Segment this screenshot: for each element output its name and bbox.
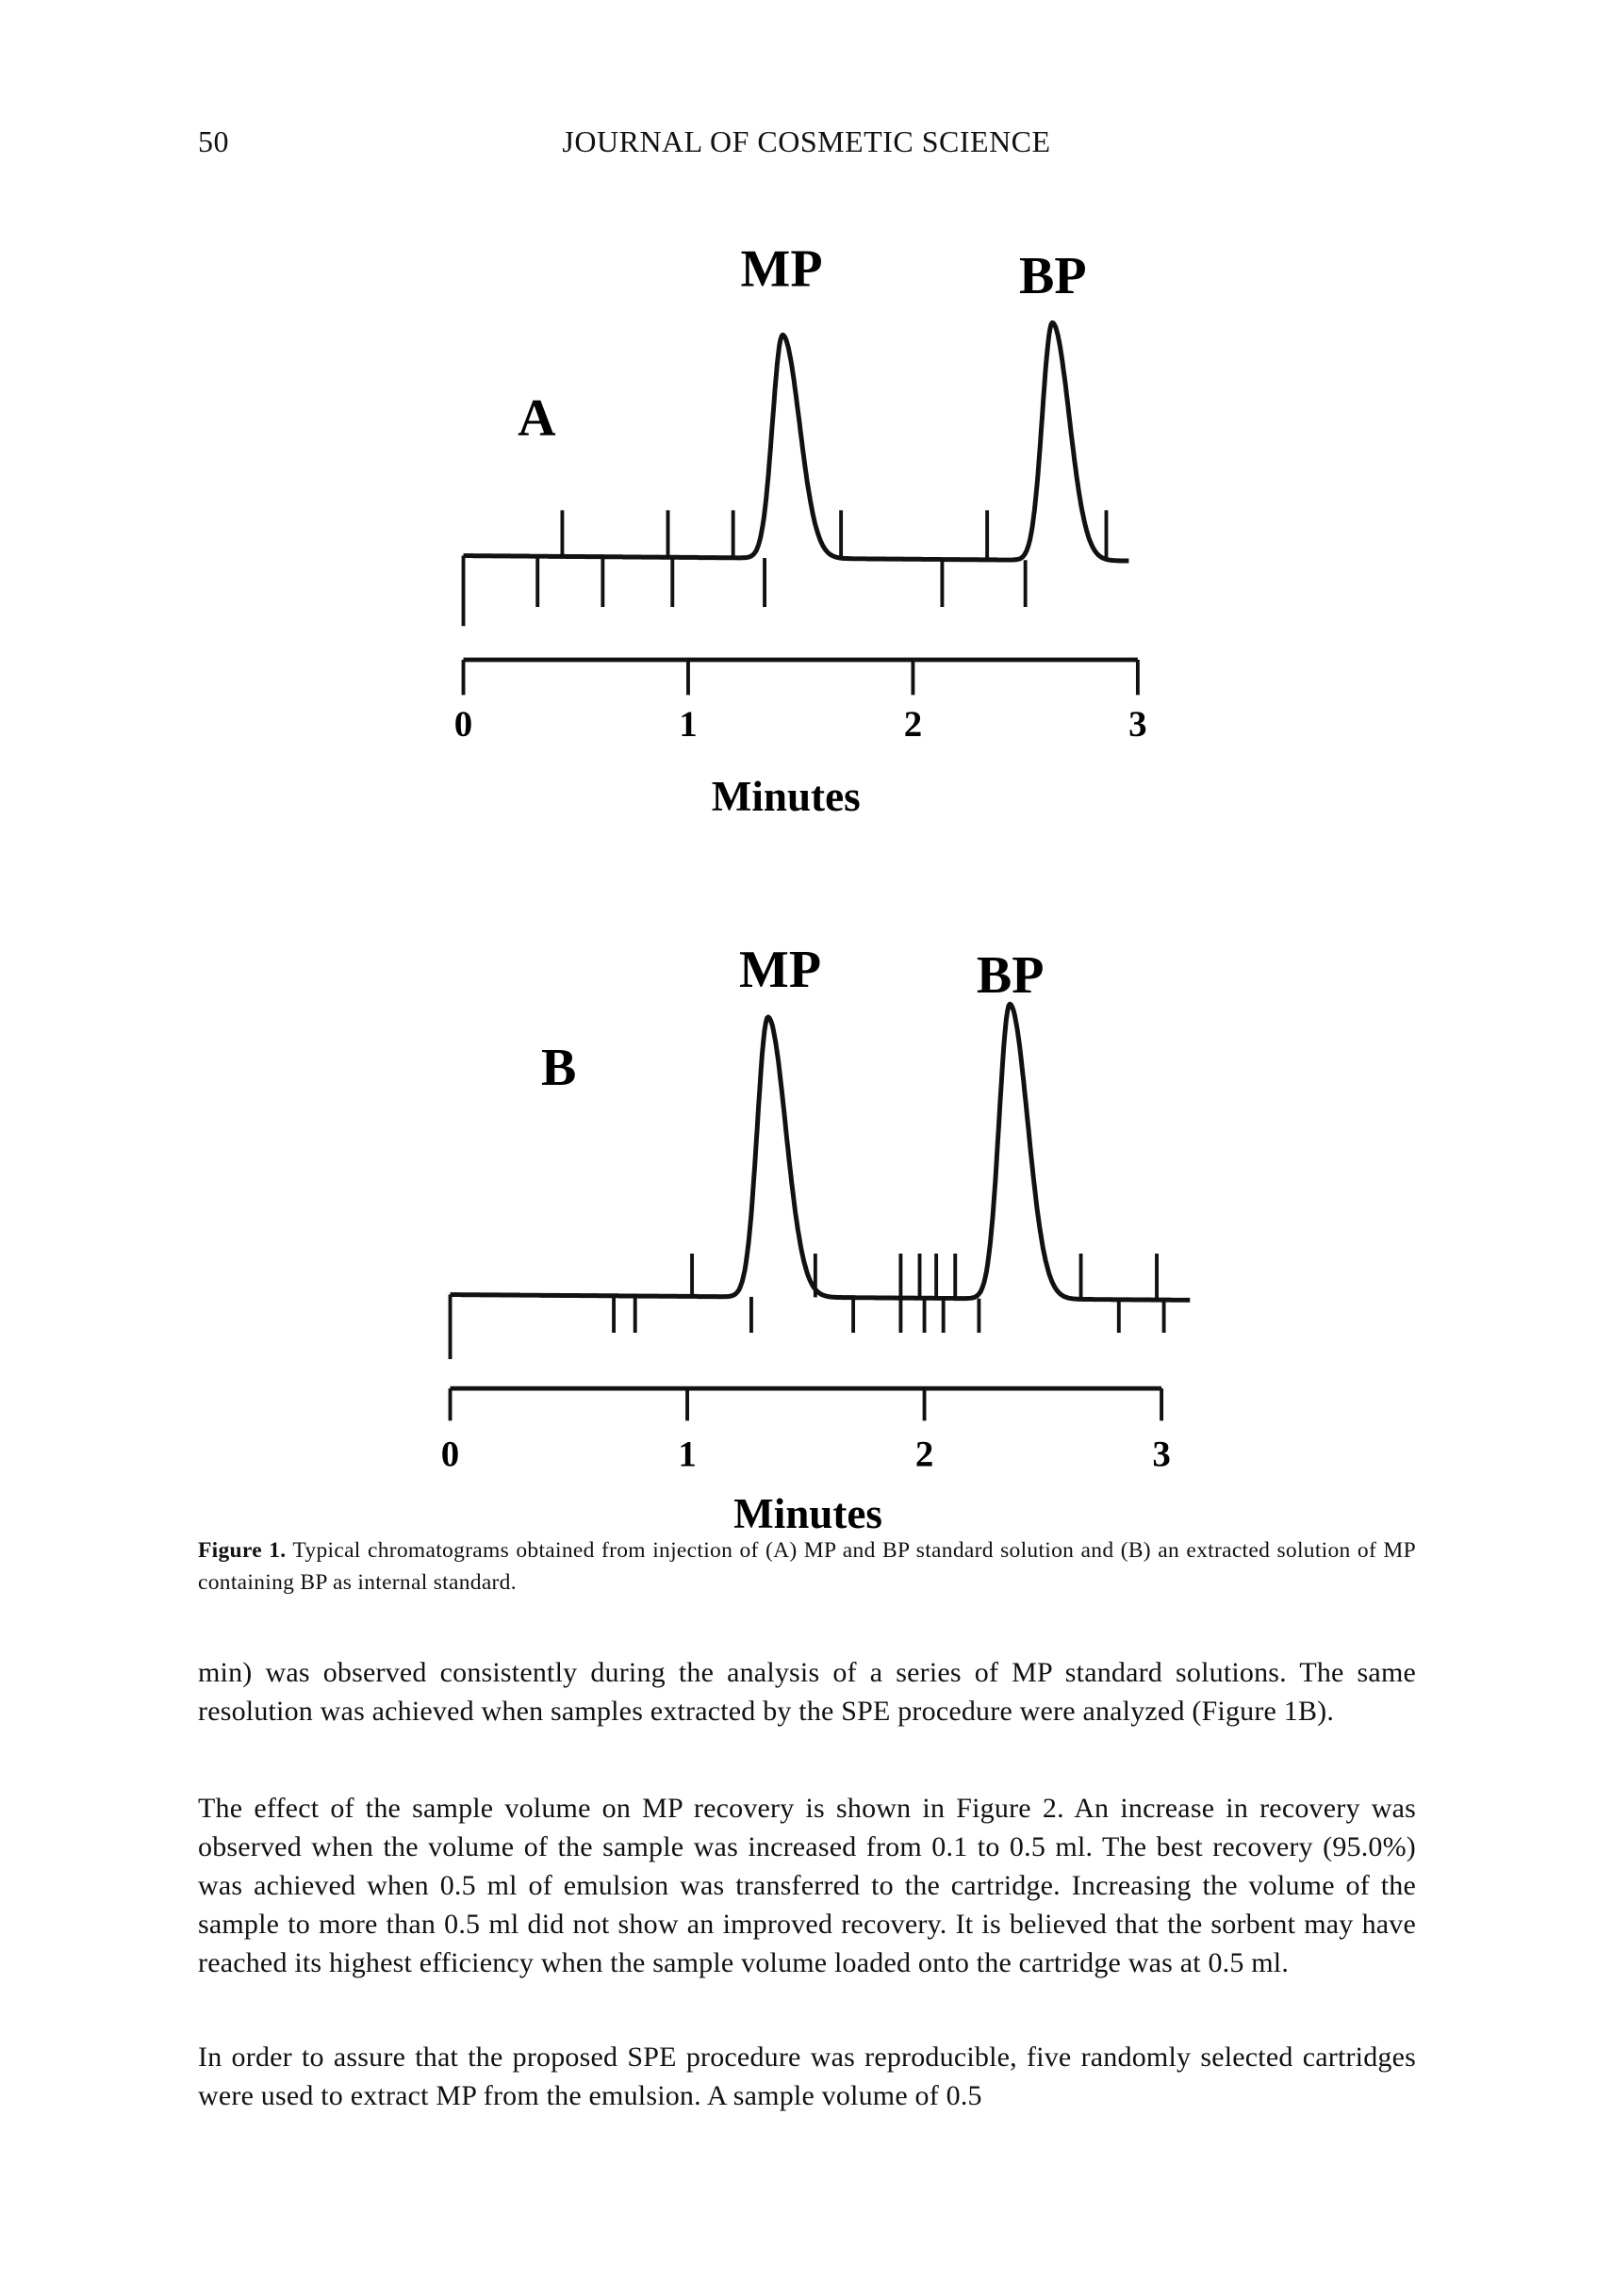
body-paragraph-2: The effect of the sample volume on MP recovery is shown in Figure 2. An increase in recovery was observed when the volume of the sample was increased from 0.1 to 0.5 ml. The best recovery (95.0%) was achieved when 0.5 ml of emulsion was transferred to the cartridge. Increasing the volume of the sample to more than 0.5 ml did not show an improved recovery. It is believed that the sorbent may have reached its highest efficiency when the sample volume loaded onto the cartridge was at 0.5 ml. [198, 1793, 1416, 1978]
figure-caption [198, 1534, 1416, 1599]
x-tick-label: 3 [1152, 1434, 1171, 1475]
panel-label-a: A [518, 388, 556, 449]
x-axis-title: Minutes [711, 773, 861, 821]
page-number: 50 [198, 124, 229, 158]
x-tick-label: 3 [1128, 703, 1147, 745]
x-tick-label: 2 [903, 703, 923, 745]
peak-label-mp: MP [738, 940, 822, 999]
x-tick-label: 0 [453, 703, 473, 745]
x-tick-label: 2 [914, 1434, 934, 1475]
chromatogram-a [454, 239, 1147, 820]
x-tick-label: 1 [679, 703, 698, 745]
running-header: JOURNAL OF COSMETIC SCIENCE [562, 124, 1051, 158]
peak-label-bp: BP [976, 946, 1045, 1006]
caption-label: Figure 1. [198, 1538, 287, 1563]
x-tick-label: 1 [678, 1434, 697, 1475]
peak-label-mp: MP [740, 239, 823, 299]
body-paragraph-3: In order to assure that the proposed SPE procedure was reproducible, five randomly selected cartridges were used to extract MP from the emulsion. A sample volume of 0.5 [198, 2042, 1416, 2111]
chromatogram-b [441, 941, 1190, 1537]
x-axis-title: Minutes [733, 1489, 882, 1537]
body-paragraph-1: min) was observed consistently during the analysis of a series of MP standard solutions. The same resolution was achieved when samples extracted by the SPE procedure were analyzed (Figure 1B). [198, 1657, 1416, 1727]
panel-label-b: B [540, 1039, 577, 1098]
peak-label-bp: BP [1019, 247, 1087, 306]
caption-text: Typical chromatograms obtained from injection of (A) MP and BP standard solution and (B) an extracted solution of MP containing BP as internal standard. [198, 1538, 1416, 1595]
x-tick-label: 0 [440, 1434, 460, 1475]
